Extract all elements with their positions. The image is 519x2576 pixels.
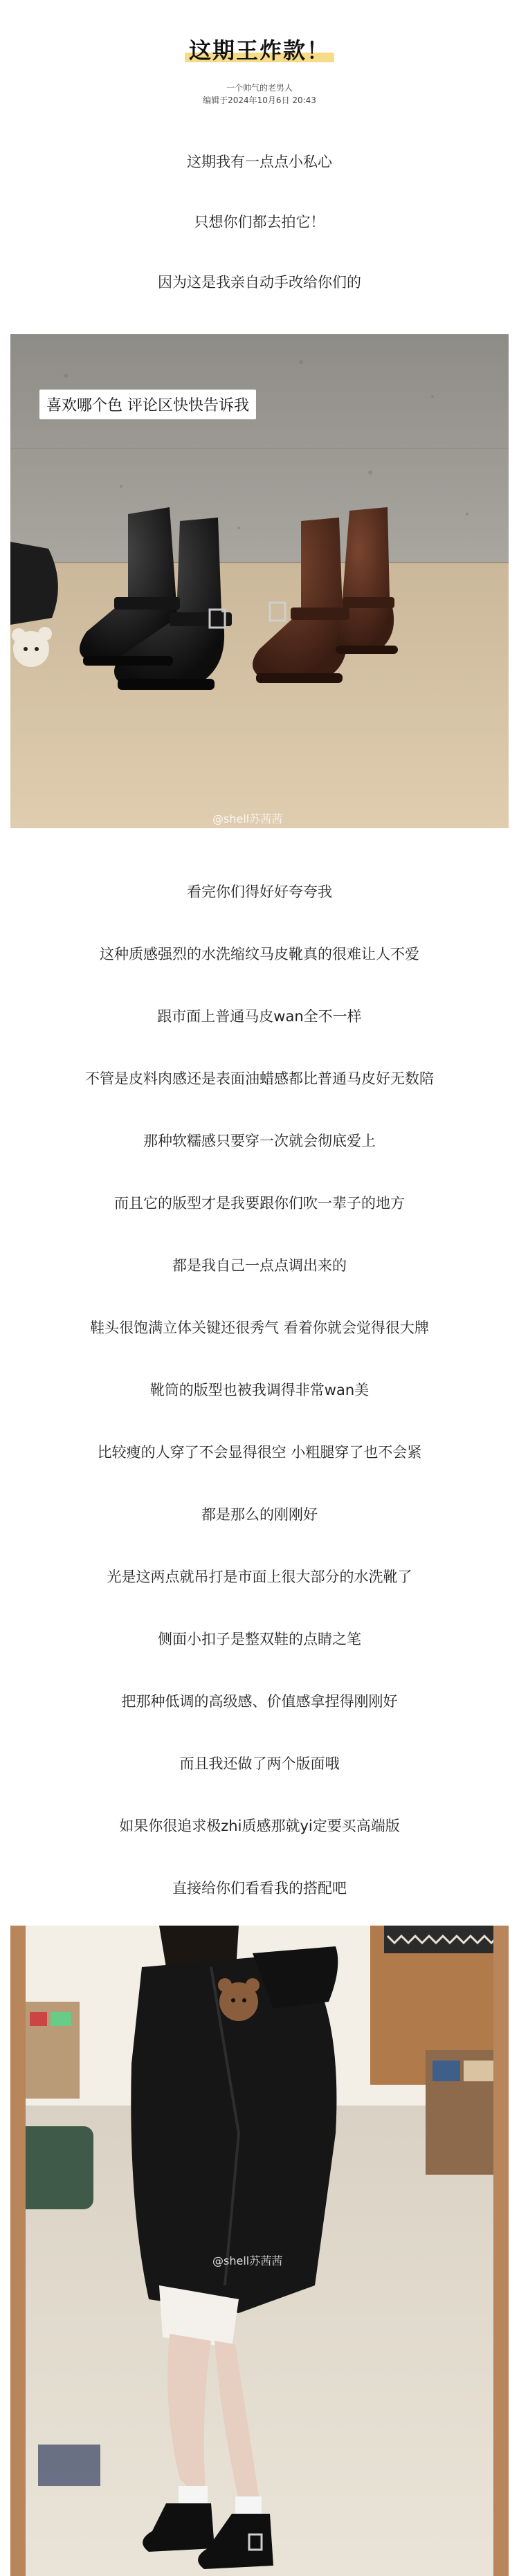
body-line: 这种质感强烈的水洗缩纹马皮靴真的很难让人不爱 [100,946,419,962]
body-line: 鞋头很饱满立体关键还很秀气 看着你就会觉得很大牌 [90,1319,429,1336]
body-line: 而且它的版型才是我要跟你们吹一辈子的地方 [114,1195,405,1212]
edit-timestamp: 编辑于2024年10月6日 20:43 [203,95,316,105]
body-line: 而且我还做了两个版面哦 [179,1755,340,1772]
body-line: 都是我自己一点点调出来的 [172,1257,347,1274]
body-line: 看完你们得好好夸夸我 [187,884,332,900]
outfit-photo-illustration [10,1926,509,2576]
intro-line: 这期我有一点点小私心 [187,154,332,170]
body-line: 那种软糯感只要穿一次就会彻底爱上 [143,1133,376,1149]
body-line: 不管是皮料肉感还是表面油蜡感都比普通马皮好无数陪 [85,1070,434,1087]
body-line: 侧面小扣子是整双鞋的点睛之笔 [158,1631,361,1647]
body-line: 光是这两点就吊打是市面上很大部分的水洗靴了 [107,1569,412,1585]
body-line: 直接给你们看看我的搭配吧 [172,1880,347,1897]
photo-caption: 喜欢哪个色 评论区快快告诉我 [39,390,256,419]
author-name[interactable]: 一个帅气的老男人 [226,83,293,93]
watermark: @shell苏茜茜 [212,812,283,825]
body-line: 把那种低调的高级感、价值感拿捏得刚刚好 [121,1693,398,1710]
body-line: 如果你很追求极zhi质感那就yi定要买高端版 [119,1818,400,1834]
article-title: 这期王炸款！ [185,33,334,65]
boots-photo[interactable] [10,334,509,828]
watermark: @shell苏茜茜 [212,2254,283,2267]
body-line: 都是那么的刚刚好 [201,1506,318,1523]
body-line: 比较瘦的人穿了不会显得很空 小粗腿穿了也不会紧 [97,1444,422,1461]
body-line: 靴筒的版型也被我调得非常wan美 [149,1382,370,1398]
body-line: 跟市面上普通马皮wan全不一样 [157,1008,362,1025]
article-header [0,0,519,125]
intro-line: 因为这是我亲自动手改给你们的 [158,274,361,291]
intro-line: 只想你们都去拍它！ [194,214,325,230]
outfit-photo[interactable] [10,1926,509,2576]
